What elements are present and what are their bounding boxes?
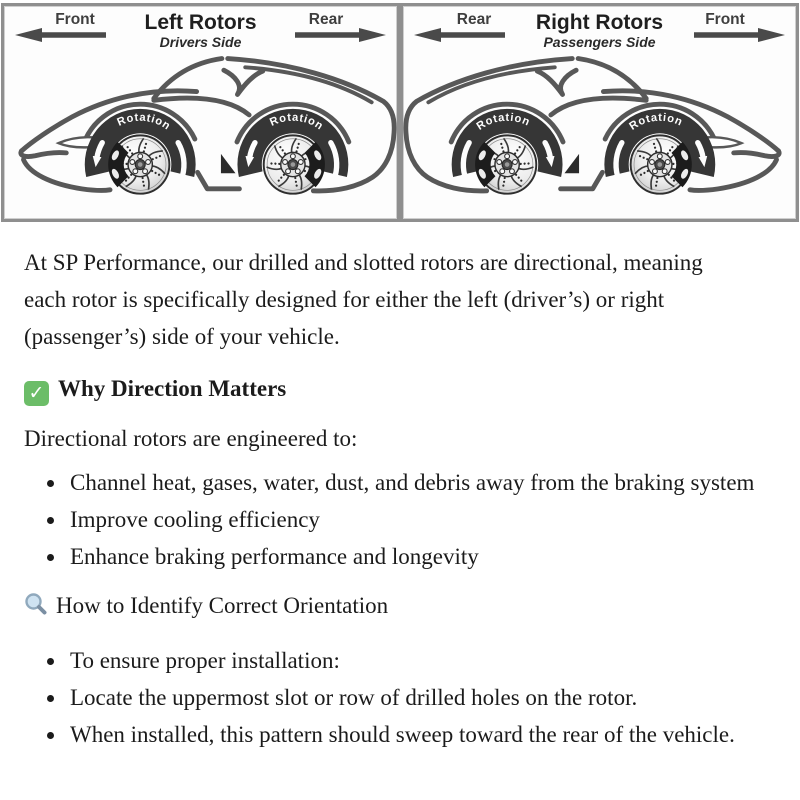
- front-label: Front: [55, 11, 95, 28]
- section-heading-text: Why Direction Matters: [58, 376, 287, 401]
- check-mark-icon: ✓: [24, 381, 49, 406]
- rotation-label: Rotation: [115, 111, 173, 133]
- article-content: [0, 222, 800, 753]
- section1-lead: Directional rotors are engineered to:: [24, 426, 358, 451]
- left-panel-titles: [91, 12, 311, 50]
- list-item: • Improve cooling efficiency: [67, 501, 760, 538]
- right-panel-header: [413, 11, 786, 51]
- left-panel-header: [14, 11, 387, 51]
- rotation-label: Rotation: [268, 111, 326, 133]
- list-item: • When installed, this pattern should sweep toward the rear of the vehicle.: [67, 716, 760, 753]
- panel-title: Right Rotors: [535, 11, 664, 34]
- front-label: Front: [705, 11, 745, 28]
- list-item: • Channel heat, gases, water, dust, and debris away from the braking system: [67, 464, 760, 501]
- magnifier-icon: [24, 592, 48, 626]
- list-item: • Enhance braking performance and longevity: [67, 538, 760, 575]
- panel-subtitle: Drivers Side: [159, 34, 242, 51]
- benefits-list: [24, 464, 760, 575]
- orientation-steps-list: [24, 642, 760, 753]
- panel-subtitle: Passengers Side: [543, 34, 656, 51]
- panel-title: Left Rotors: [144, 11, 257, 34]
- right-rotors-panel: [400, 3, 799, 222]
- section-heading-why-direction-matters: [24, 372, 760, 406]
- section-heading-text: How to Identify Correct Orientation: [56, 593, 389, 618]
- list-item: • Locate the uppermost slot or row of drilled holes on the rotor.: [67, 679, 760, 716]
- rotation-label: Rotation: [627, 111, 685, 133]
- rotor-direction-diagram: [0, 0, 800, 222]
- rear-label: Rear: [308, 11, 344, 28]
- list-item: • To ensure proper installation:: [67, 642, 760, 679]
- rotation-label: Rotation: [474, 111, 532, 133]
- rear-label: Rear: [456, 11, 492, 28]
- right-panel-titles: [490, 12, 710, 50]
- left-rotors-panel: [1, 3, 400, 222]
- section-heading-identify-orientation: [24, 589, 760, 626]
- intro-paragraph: At SP Performance, our drilled and slotted rotors are directional, meaning each rotor is specifically designed for either the left (driver’s) or right (passenger’s) side of your vehicle.: [24, 250, 703, 349]
